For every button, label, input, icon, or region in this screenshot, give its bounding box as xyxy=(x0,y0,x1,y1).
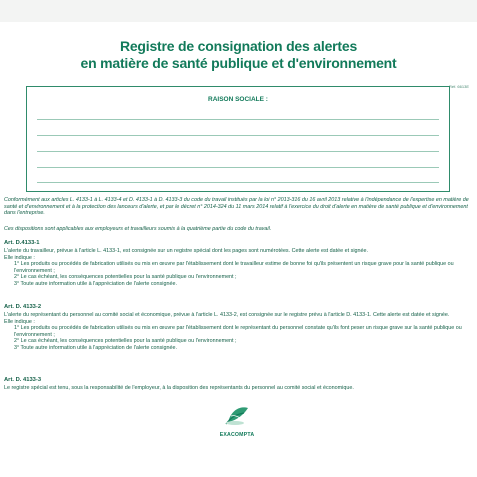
writing-line[interactable] xyxy=(37,119,439,120)
article-list-item: 1° Les produits ou procédés de fabrication utilisés ou mis en œuvre par l'établissement dont le travailleur estime de bonne foi qu'ils présentent un risque grave pour la santé publique ou l'environnement ; xyxy=(14,261,454,274)
reference-number: Réf. 6613E xyxy=(448,84,469,89)
article-title: Art. D.4133-1 xyxy=(4,240,40,246)
article-title: Art. D. 4133-2 xyxy=(4,304,42,310)
register-cover-page xyxy=(0,22,477,477)
writing-line[interactable] xyxy=(37,182,439,183)
article-text: L'alerte du travailleur, prévue à l'article L. 4133-1, est consignée sur un registre spécial dont les pages sont numérotées. Cette alerte est datée et signée. xyxy=(4,248,369,254)
document-title xyxy=(0,38,477,72)
article-text: L'alerte du représentant du personnel au comité social et économique, prévue à l'article L. 4133-2, est consignée sur le registre prévu à l'article D. 4133-1. Cette alerte est datée et signée. xyxy=(4,312,450,318)
writing-line[interactable] xyxy=(37,151,439,152)
title-line-2: en matière de santé publique et d'environnement xyxy=(80,55,397,71)
article-body xyxy=(4,248,473,288)
title-line-1: Registre de consignation des alertes xyxy=(119,38,358,54)
exacompta-leaf-icon xyxy=(222,404,252,426)
article-title: Art. D. 4133-3 xyxy=(4,377,42,383)
article-text: Elle indique : xyxy=(4,318,35,325)
writing-line[interactable] xyxy=(37,167,439,168)
writing-line[interactable] xyxy=(37,135,439,136)
article-text: Elle indique : xyxy=(4,254,35,261)
article-body xyxy=(4,312,473,352)
article-list-item: 3° Toute autre information utile à l'appréciation de l'alerte consignée. xyxy=(14,280,177,287)
article-list-item: 2° Le cas échéant, les conséquences potentielles pour la santé publique ou l'environnement ; xyxy=(14,274,237,281)
intro-paragraph: Conformément aux articles L. 4133-1 à L. 4133-4 et D. 4133-1 à D. 4133-3 du code du travail institués par la loi n° 2013-316 du 16 avril 2013 relative à l'indépendance de l'expertise en matière de santé et d'environnement et à la protection des lanceurs d'alerte, et par le décret n° 2014-324 du 11 mars 2014 relatif à l'exercice du droit d'alerte en matière de santé publique et d'environnement dans l'entreprise. xyxy=(4,197,469,217)
company-name-box xyxy=(26,86,450,192)
article-body: Le registre spécial est tenu, sous la responsabilité de l'employeur, à la disposition des représentants du personnel au comité social et économique. xyxy=(4,385,354,391)
applicability-note: Ces dispositions sont applicables aux employeurs et travailleurs soumis à la quatrième partie du code du travail. xyxy=(4,226,272,232)
article-list-item: 2° Le cas échéant, les conséquences potentielles pour la santé publique ou l'environnement ; xyxy=(14,338,237,345)
brand-logo xyxy=(215,404,259,438)
brand-name: EXACOMPTA xyxy=(219,432,255,438)
article-list-item: 1° Les produits ou procédés de fabrication utilisés ou mis en œuvre par l'établissement dont le représentant du personnel constate qu'ils font peser un risque grave sur la santé publique ou l'environnement ; xyxy=(14,325,462,338)
article-list-item: 3° Toute autre information utile à l'appréciation de l'alerte consignée. xyxy=(14,344,177,351)
company-name-label: RAISON SOCIALE : xyxy=(208,96,268,103)
